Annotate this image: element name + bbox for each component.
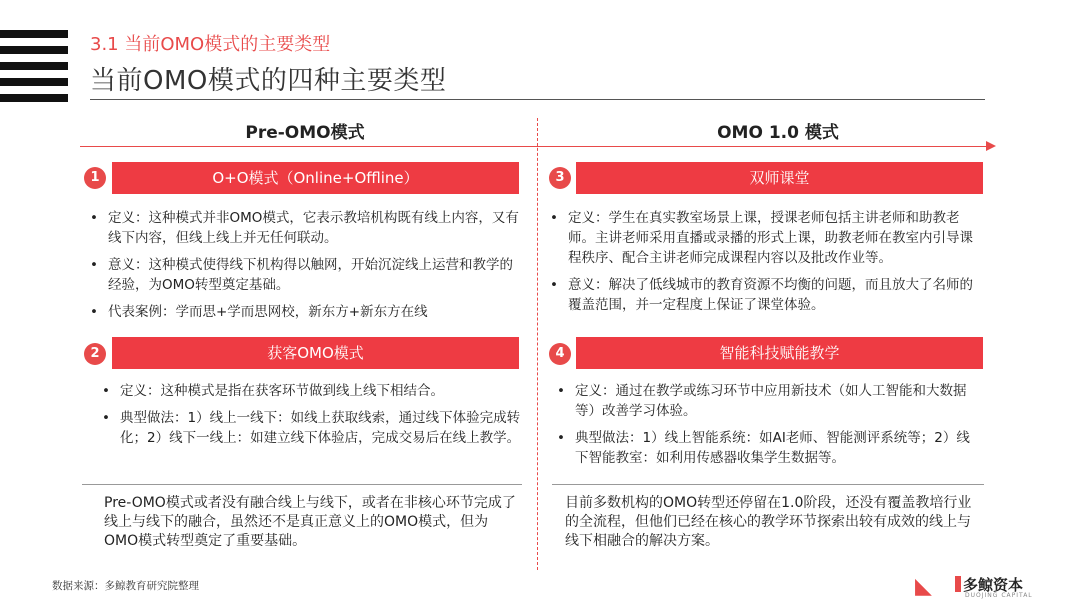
page-title: 当前OMO模式的四种主要类型 [90,66,447,96]
summary-right: 目前多数机构的OMO转型还停留在1.0阶段，还没有覆盖教培行业的全流程，但他们已经在核心的教学环节探索出较有成效的线上与线下相融合的解决方案。 [565,495,972,549]
block-points-1 [88,208,520,329]
summary-divider-left [82,484,522,485]
summary-divider-right [552,484,984,485]
arrow-head-icon [986,141,996,151]
list-item: • 代表案例：学而思+学而思网校，新东方+新东方在线 [88,302,520,322]
block-title-bar: 智能科技赋能教学 [576,337,983,369]
menu-stripes-icon [0,30,68,102]
column-divider [537,118,538,570]
list-item: • 定义：这种模式是指在获客环节做到线上线下相结合。 [100,381,525,401]
logo-stamp-icon [955,576,961,592]
block-title-bar: 获客OMO模式 [112,337,519,369]
block-number-badge: 4 [549,343,571,365]
column-header-pre-omo: Pre-OMO模式 [245,123,365,143]
block-points-2 [100,381,525,455]
block-number-badge: 2 [84,343,106,365]
list-item: • 意义：这种模式使得线下机构得以触网，开始沉淀线上运营和教学的经验，为OMO转型奠定基础。 [88,255,520,295]
list-item: • 定义：这种模式并非OMO模式，它表示教培机构既有线上内容，又有线下内容，但线上线上并无任何联动。 [88,208,520,248]
title-divider [90,99,985,100]
brand-logo [915,568,1065,604]
list-item: • 典型做法：1）线上一线下：如线上获取线索，通过线下体验完成转化；2）线下一线上：如建立线下体验店，完成交易后在线上教学。 [100,408,525,448]
block-title-bar: O+O模式（Online+Offline） [112,162,519,194]
block-title-bar: 双师课堂 [576,162,983,194]
logo-subtext: DUOJING CAPITAL [965,592,1033,599]
summary-left: Pre-OMO模式或者没有融合线上与线下，或者在非核心环节完成了线上与线下的融合，虽然还不是真正意义上的OMO模式，但为OMO模式转型奠定了重要基础。 [104,495,516,549]
list-item: • 意义：解决了低线城市的教育资源不均衡的问题，而且放大了名师的覆盖范围，并一定程度上保证了课堂体验。 [548,275,978,315]
section-title: 3.1 当前OMO模式的主要类型 [90,34,331,55]
list-item: • 典型做法：1）线上智能系统：如AI老师、智能测评系统等；2）线下智能教室：如利用传感器收集学生数据等。 [555,428,980,468]
column-header-omo-1: OMO 1.0 模式 [717,123,839,143]
logo-text: 多鲸资本 [963,576,1024,594]
logo-mark-icon: ◣ [915,574,932,599]
block-number-badge: 1 [84,167,106,189]
timeline-arrow [80,146,990,147]
data-source: 数据来源：多鲸教育研究院整理 [52,580,199,592]
list-item: • 定义：学生在真实教室场景上课，授课老师包括主讲老师和助教老师。主讲老师采用直播或录播的形式上课，助教老师在教室内引导课程秩序、配合主讲老师完成课程内容以及批改作业等。 [548,208,978,268]
block-points-4 [555,381,980,475]
list-item: • 定义：通过在教学或练习环节中应用新技术（如人工智能和大数据等）改善学习体验。 [555,381,980,421]
block-points-3 [548,208,978,322]
block-number-badge: 3 [549,167,571,189]
